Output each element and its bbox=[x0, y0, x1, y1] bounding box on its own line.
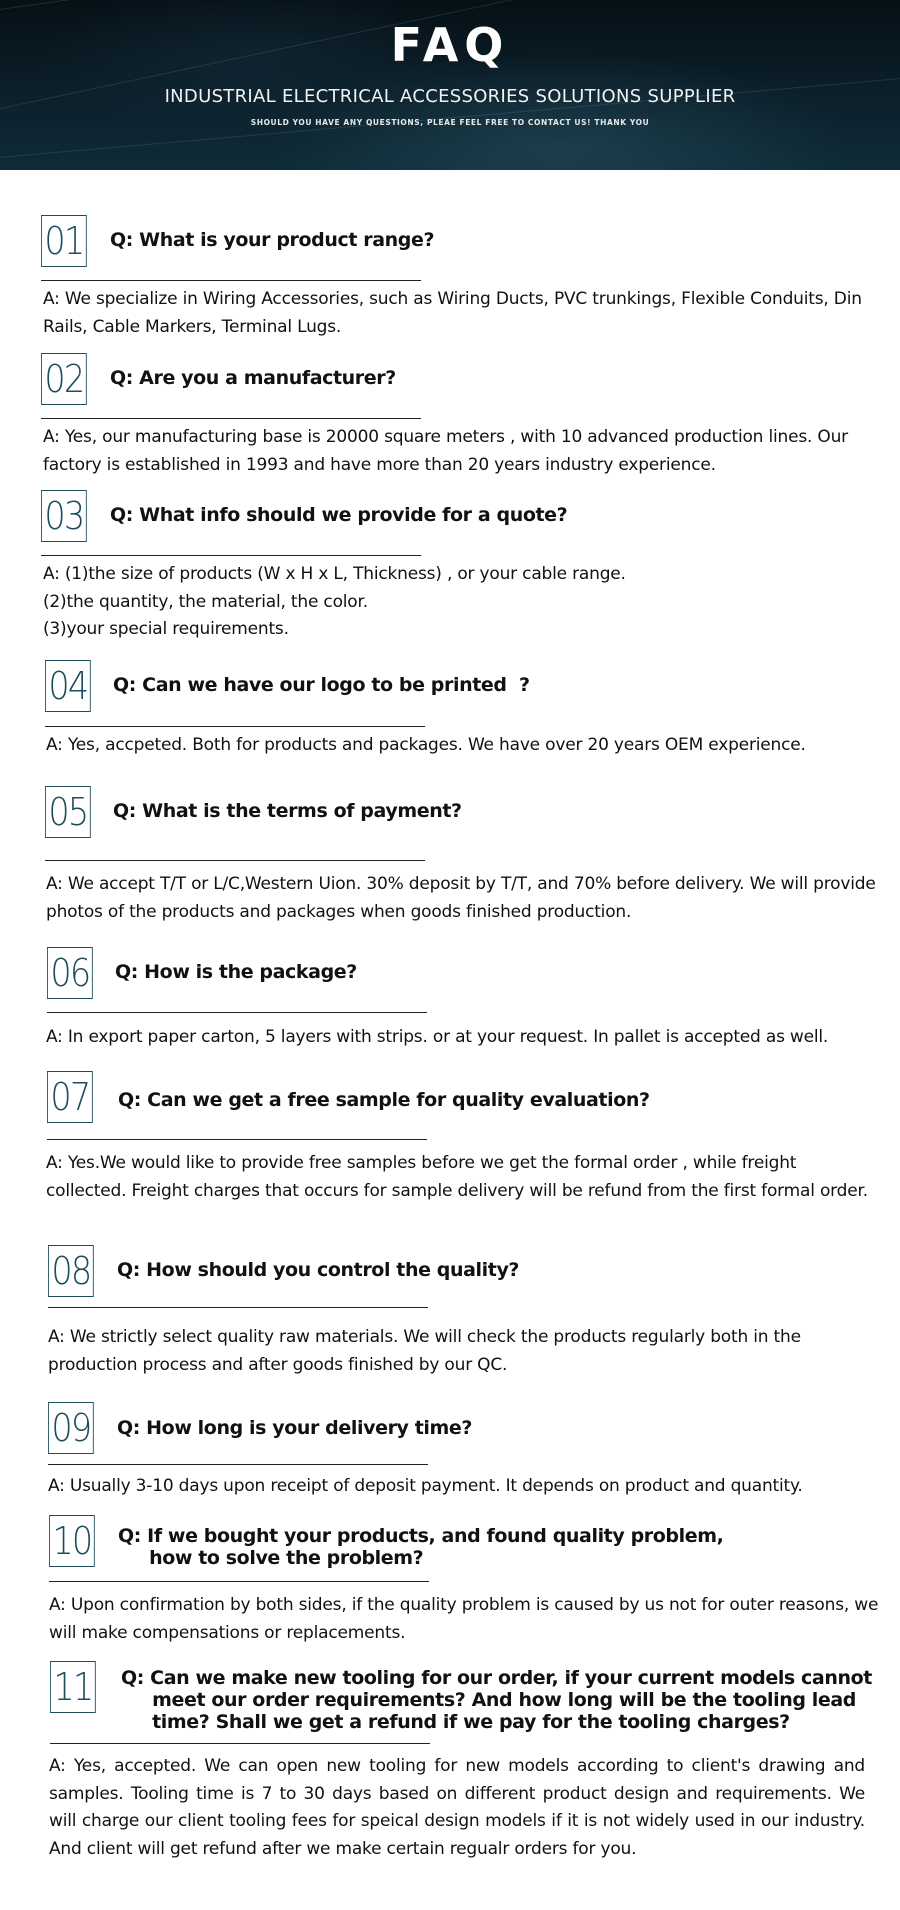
faq-number-badge: 01 bbox=[41, 215, 87, 267]
faq-question: Q: If we bought your products, and found quality problem, how to solve the problem? bbox=[118, 1525, 724, 1569]
page-title: FAQ bbox=[390, 18, 510, 72]
faq-answer: A: (1)the size of products (W x H x L, Thickness) , or your cable range. (2)the quantity, the material, the color. (3)your special requirements. bbox=[43, 564, 626, 639]
faq-answer: A: Yes, our manufacturing base is 20000 square meters , with 10 advanced production lines. Our factory is established in 1993 and have more than 20 years industry experience. bbox=[43, 427, 848, 475]
faq-answer: A: In export paper carton, 5 layers with strips. or at your request. In pallet is accepted as well. bbox=[46, 1027, 829, 1047]
faq-divider bbox=[49, 1581, 429, 1582]
faq-question: Q: Can we make new tooling for our order, if your current models cannot meet our order requirements? And how long will be the tooling lead time? Shall we get a refund if we pay for the tooling charges? bbox=[121, 1667, 872, 1733]
faq-question: Q: What info should we provide for a quote? bbox=[110, 504, 568, 526]
faq-header-banner bbox=[0, 0, 900, 170]
faq-divider bbox=[45, 726, 425, 727]
faq-question: Q: What is the terms of payment? bbox=[113, 800, 462, 822]
faq-number-badge: 02 bbox=[41, 353, 87, 405]
faq-number-badge: 08 bbox=[48, 1245, 94, 1297]
faq-divider bbox=[48, 1464, 428, 1465]
faq-answer: A: Yes.We would like to provide free samples before we get the formal order , while freight collected. Freight charges that occurs for sample delivery will be refund from the first formal order. bbox=[46, 1153, 868, 1201]
faq-question: Q: How is the package? bbox=[115, 961, 357, 983]
faq-divider bbox=[45, 860, 425, 861]
faq-answer: A: Yes, accepted. We can open new tooling for new models according to client's drawing and samples. Tooling time is 7 to 30 days based on different product design and requirements. We will charge our client tooling fees for speical design models if it is not widely used in our industry. And client will get refund after we make certain regualr orders for you. bbox=[49, 1756, 865, 1859]
faq-answer: A: We specialize in Wiring Accessories, such as Wiring Ducts, PVC trunkings, Flexible Conduits, Din Rails, Cable Markers, Terminal Lugs. bbox=[43, 289, 862, 337]
faq-answer: A: We accept T/T or L/C,Western Uion. 30% deposit by T/T, and 70% before delivery. We will provide photos of the products and packages when goods finished production. bbox=[46, 874, 876, 922]
faq-answer: A: Yes, accpeted. Both for products and packages. We have over 20 years OEM experience. bbox=[46, 735, 806, 755]
faq-divider bbox=[41, 555, 421, 556]
faq-divider bbox=[47, 1139, 427, 1140]
faq-question: Q: Can we get a free sample for quality evaluation? bbox=[118, 1089, 650, 1111]
faq-number-badge: 09 bbox=[48, 1402, 94, 1454]
faq-divider bbox=[41, 280, 421, 281]
faq-number-badge: 11 bbox=[50, 1661, 96, 1713]
page-tagline: SHOULD YOU HAVE ANY QUESTIONS, PLEAE FEEL FREE TO CONTACT US! THANK YOU bbox=[250, 118, 650, 127]
faq-question: Q: Are you a manufacturer? bbox=[110, 367, 396, 389]
faq-divider bbox=[41, 418, 421, 419]
faq-divider bbox=[50, 1743, 430, 1744]
faq-number-badge: 06 bbox=[47, 947, 93, 999]
faq-question: Q: Can we have our logo to be printed ? bbox=[113, 674, 530, 696]
faq-number-badge: 05 bbox=[45, 786, 91, 838]
faq-question: Q: How should you control the quality? bbox=[117, 1259, 520, 1281]
faq-question: Q: How long is your delivery time? bbox=[117, 1417, 473, 1439]
faq-number-badge: 04 bbox=[45, 660, 91, 712]
faq-number-badge: 03 bbox=[41, 490, 87, 542]
faq-answer: A: Usually 3-10 days upon receipt of deposit payment. It depends on product and quantity. bbox=[48, 1476, 803, 1496]
faq-divider bbox=[47, 1012, 427, 1013]
faq-question: Q: What is your product range? bbox=[110, 229, 435, 251]
page-subtitle: INDUSTRIAL ELECTRICAL ACCESSORIES SOLUTIONS SUPPLIER bbox=[164, 86, 736, 107]
faq-answer: A: Upon confirmation by both sides, if the quality problem is caused by us not for outer reasons, we will make compensations or replacements. bbox=[49, 1595, 879, 1643]
faq-answer: A: We strictly select quality raw materials. We will check the products regularly both in the production process and after goods finished by our QC. bbox=[48, 1327, 801, 1375]
faq-number-badge: 07 bbox=[47, 1071, 93, 1123]
faq-divider bbox=[48, 1307, 428, 1308]
faq-number-badge: 10 bbox=[49, 1515, 95, 1567]
